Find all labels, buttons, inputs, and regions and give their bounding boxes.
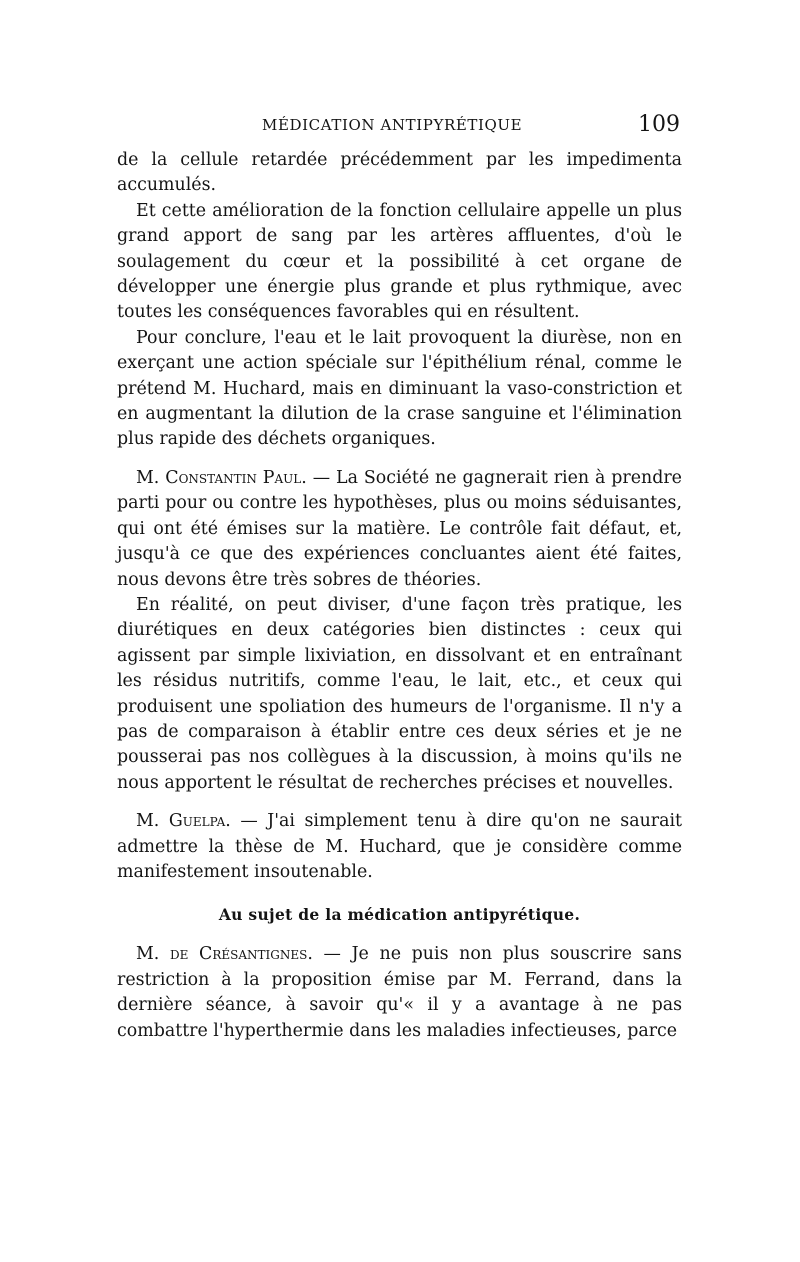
speaker-name: M. Constantin Paul. bbox=[136, 467, 307, 488]
paragraph-guelpa bbox=[117, 809, 682, 885]
paragraph-continuation: de la cellule retardée précédemment par les impedimenta accumulés. bbox=[117, 150, 682, 196]
paragraph-amelioration: Et cette amélioration de la fonction cellulaire appelle un plus grand apport de sang par les artères affluentes, d'où le soulagement du cœur et la possibilité à cet organe de développer une énergie plus grande et plus rythmique, avec toutes les conséquences favorables qui en résultent. bbox=[117, 200, 682, 323]
paragraph-diuretiques: En réalité, on peut diviser, d'une façon très pratique, les diurétiques en deux catégories bien distinctes : ceux qui agissent par simple lixiviation, en dissolvant et en entraînant les résidus nutritifs, comme l'eau, le lait, etc., et ceux qui produisent une spoliation des humeurs de l'organisme. Il n'y a pas de comparaison à établir entre ces deux séries et je ne pousserai pas nos collègues à la discussion, à moins qu'ils ne nous apportent le résultat de recherches précises et nouvelles. bbox=[117, 594, 682, 793]
speaker-name: M. de Crésantignes. bbox=[136, 944, 313, 965]
paragraph-constantin-paul bbox=[117, 466, 682, 593]
speech-text: — La Société ne gagnerait rien à prendre parti pour ou contre les hypothèses, plus ou moins séduisantes, qui ont été émises sur la matière. Le contrôle fait défaut, et, jusqu'à ce que des expériences concluantes aient été faites, nous devons être très sobres de théories. bbox=[117, 467, 682, 590]
paragraph-cresantignes bbox=[117, 942, 682, 1044]
page-number: 109 bbox=[638, 112, 680, 137]
section-heading: Au sujet de la médication antipyrétique. bbox=[218, 905, 581, 925]
book-page bbox=[117, 112, 682, 1044]
speaker-name: M. Guelpa. bbox=[136, 811, 231, 832]
running-header bbox=[117, 112, 682, 148]
running-title: MÉDICATION ANTIPYRÉTIQUE bbox=[262, 116, 523, 134]
speech-text: — J'ai simplement tenu à dire qu'on ne saurait admettre la thèse de M. Huchard, que je considère comme manifestement insoutenable. bbox=[117, 811, 683, 882]
paragraph-conclusion: Pour conclure, l'eau et le lait provoquent la diurèse, non en exerçant une action spéciale sur l'épithélium rénal, comme le prétend M. Huchard, mais en diminuant la vaso-constriction et en augmentant la dilution de la crase sanguine et l'élimination plus rapide des déchets organiques. bbox=[117, 327, 682, 450]
speech-text: — Je ne puis non plus souscrire sans restriction à la proposition émise par M. Ferrand, dans la dernière séance, à savoir qu'« il y a avantage à ne pas combattre l'hyperthermie dans les maladies infectieuses, parce bbox=[117, 944, 682, 1041]
